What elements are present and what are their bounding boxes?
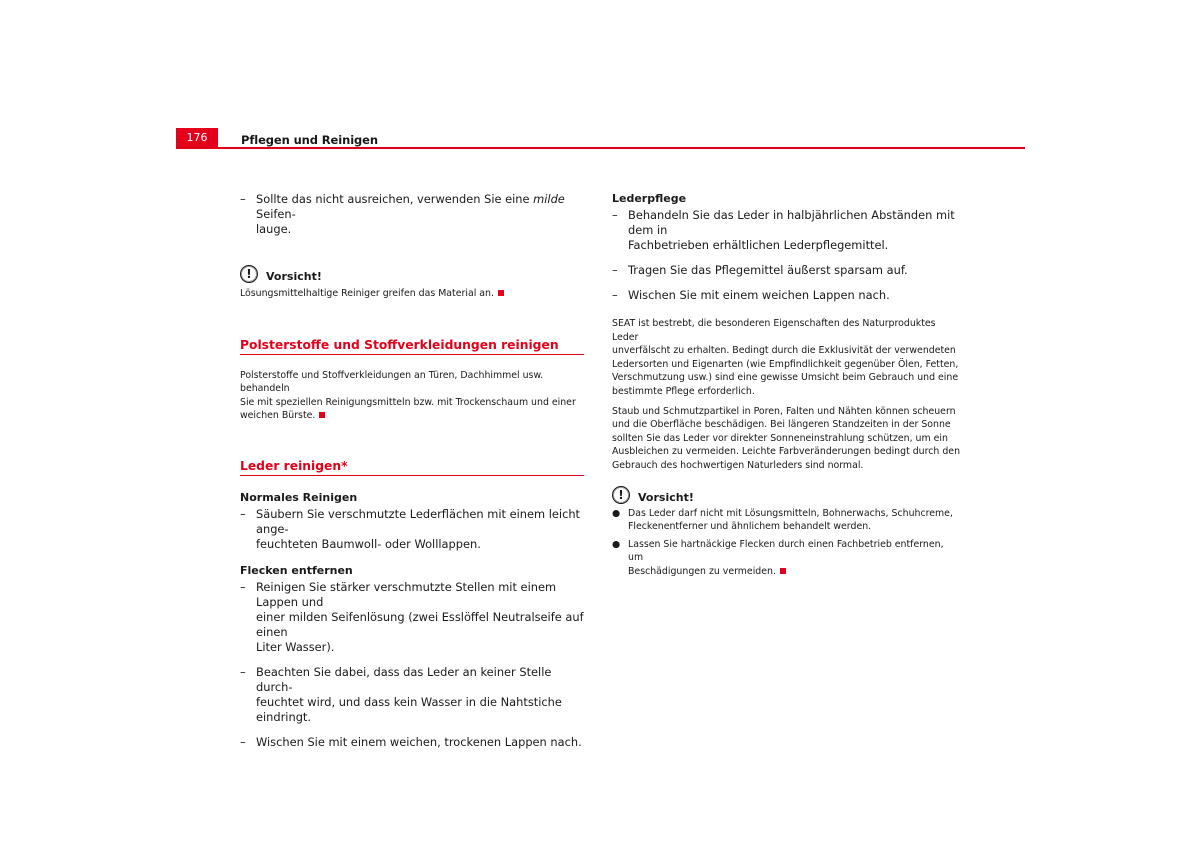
warning-label: Vorsicht! [638, 490, 694, 504]
leather-info-paragraph: SEAT ist bestrebt, die besonderen Eigenschaften des Naturproduktes Leder unverfälscht zu erhalten. Bedingt durch die Exklusivität der verwendeten Ledersorten und Eigenarten (wie Empfindlichkeit gegenüber Ölen, Fetten, Verschmutzung usw.) sind eine gewisse Umsicht beim Gebrauch und eine bestimmte Pflege erforderlich. [612, 318, 959, 397]
subheading-stain-removal: Flecken entfernen [240, 563, 353, 577]
dash-marker: – [240, 192, 246, 206]
bullet-marker: ● [612, 507, 621, 519]
end-marker [780, 568, 786, 574]
warning-heading [612, 486, 960, 504]
warning-text: Lösungsmittelhaltige Reiniger greifen das Material an. [240, 287, 584, 301]
leather-dust-paragraph: Staub und Schmutzpartikel in Poren, Falten und Nähten können scheuern und die Oberfläche beschädigen. Bei längeren Standzeiten in der Sonne sollten Sie das Leder vor direkter Sonneneinstrahlung schützen, um ein Ausbleichen zu vermeiden. Leichte Farbveränderungen bedingt durch den Gebrauch des hochwertigen Naturleders sind normal. [612, 405, 961, 471]
intro-text-c: lauge. [256, 222, 292, 236]
list-item: – Säubern Sie verschmutzte Lederflächen mit einem leicht ange- feuchteten Baumwoll- oder Wolllappen. [240, 506, 581, 551]
chapter-title: Pflegen und Reinigen [241, 133, 378, 147]
warning-label: Vorsicht! [266, 270, 322, 283]
list-item: – Wischen Sie mit einem weichen Lappen nach. [612, 288, 890, 302]
subheading-normal-cleaning: Normales Reinigen [240, 490, 358, 504]
list-item: – Behandeln Sie das Leder in halbjährlichen Abständen mit dem in Fachbetrieben erhältlichen Lederpflegemittel. [612, 208, 955, 252]
right-column [612, 192, 960, 579]
warning-heading [240, 265, 584, 283]
warning-bullet: ● Das Leder darf nicht mit Lösungsmitteln, Bohnerwachs, Schuhcreme, Fleckenentferner und ähnlichem behandelt werden. [612, 507, 953, 533]
left-column [240, 192, 584, 750]
section-title-upholstery: Polsterstoffe und Stoffverkleidungen reinigen [240, 338, 584, 355]
page-number: 176 [176, 128, 218, 148]
list-item: – Tragen Sie das Pflegemittel äußerst sparsam auf. [612, 263, 908, 277]
list-item: – Reinigen Sie stärker verschmutzte Stellen mit einem Lappen und einer milden Seifenlösung (zwei Esslöffel Neutralseife auf einen Liter Wasser). [240, 579, 584, 654]
intro-text-a: Sollte das nicht ausreichen, verwenden Sie eine [256, 192, 534, 206]
intro-text-b: Seifen- [256, 207, 296, 221]
list-item: – Beachten Sie dabei, dass das Leder an keiner Stelle durch- feuchtet wird, und dass kein Wasser in die Nahtstiche eindringt. [240, 664, 562, 724]
header-rule [176, 147, 1025, 149]
end-marker [498, 290, 504, 296]
end-marker [319, 412, 325, 418]
warning-icon: ! [240, 265, 258, 283]
upholstery-paragraph: Polsterstoffe und Stoffverkleidungen an Türen, Dachhimmel usw. behandeln Sie mit speziellen Reinigungsmitteln bzw. mit Trockenschaum und einer weichen Bürste. [240, 369, 576, 422]
list-item [240, 192, 584, 237]
section-title-leather: Leder reinigen* [240, 459, 584, 476]
bullet-marker: ● [612, 538, 621, 550]
intro-text-emphasis: milde [533, 192, 565, 206]
subheading-leather-care: Lederpflege [612, 192, 687, 205]
warning-icon: ! [612, 486, 630, 504]
warning-bullet: ● Lassen Sie hartnäckige Flecken durch einen Fachbetrieb entfernen, um Beschädigungen zu vermeiden. [612, 538, 944, 577]
list-item: – Wischen Sie mit einem weichen, trockenen Lappen nach. [240, 734, 582, 749]
